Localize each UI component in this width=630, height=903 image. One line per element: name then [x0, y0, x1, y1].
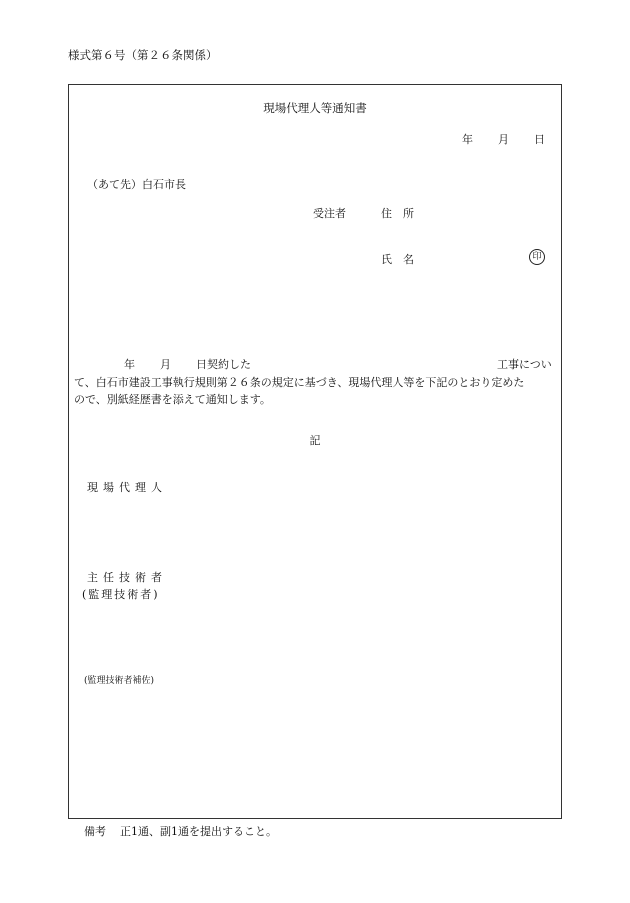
- address-label: 住所: [381, 207, 425, 220]
- chief-engineer-label: 主任技術者: [87, 571, 167, 584]
- date-day-label: 日: [534, 133, 545, 146]
- seal-mark: 印: [529, 249, 545, 265]
- form-number: 様式第６号（第２６条関係）: [68, 48, 218, 62]
- site-agent-label: 現場代理人: [87, 481, 167, 494]
- supervising-assistant-label: (監理技術者補佐): [84, 676, 155, 686]
- work-text: 工事につい: [497, 358, 552, 371]
- contract-year-label: 年: [124, 358, 135, 371]
- body-line-3: ので、別紙経歴書を添えて通知します。: [74, 393, 271, 406]
- date-month-label: 月: [498, 133, 509, 146]
- contract-day-text: 日契約した: [196, 358, 251, 371]
- name-label: 氏名: [381, 253, 425, 266]
- document-title: 現場代理人等通知書: [263, 101, 367, 115]
- contractor-label: 受注者: [313, 207, 346, 220]
- contract-month-label: 月: [160, 358, 171, 371]
- remarks-label: 備考: [84, 825, 106, 838]
- date-year-label: 年: [462, 133, 473, 146]
- remarks-text: 正1通、副1通を提出すること。: [120, 825, 277, 838]
- ki-heading: 記: [309, 434, 321, 447]
- supervising-engineer-label: (監理技術者): [82, 588, 160, 601]
- addressee: （あて先）白石市長: [87, 178, 186, 191]
- body-line-2: て、白石市建設工事執行規則第２６条の規定に基づき、現場代理人等を下記のとおり定めた: [74, 376, 525, 389]
- form-frame: [68, 84, 562, 819]
